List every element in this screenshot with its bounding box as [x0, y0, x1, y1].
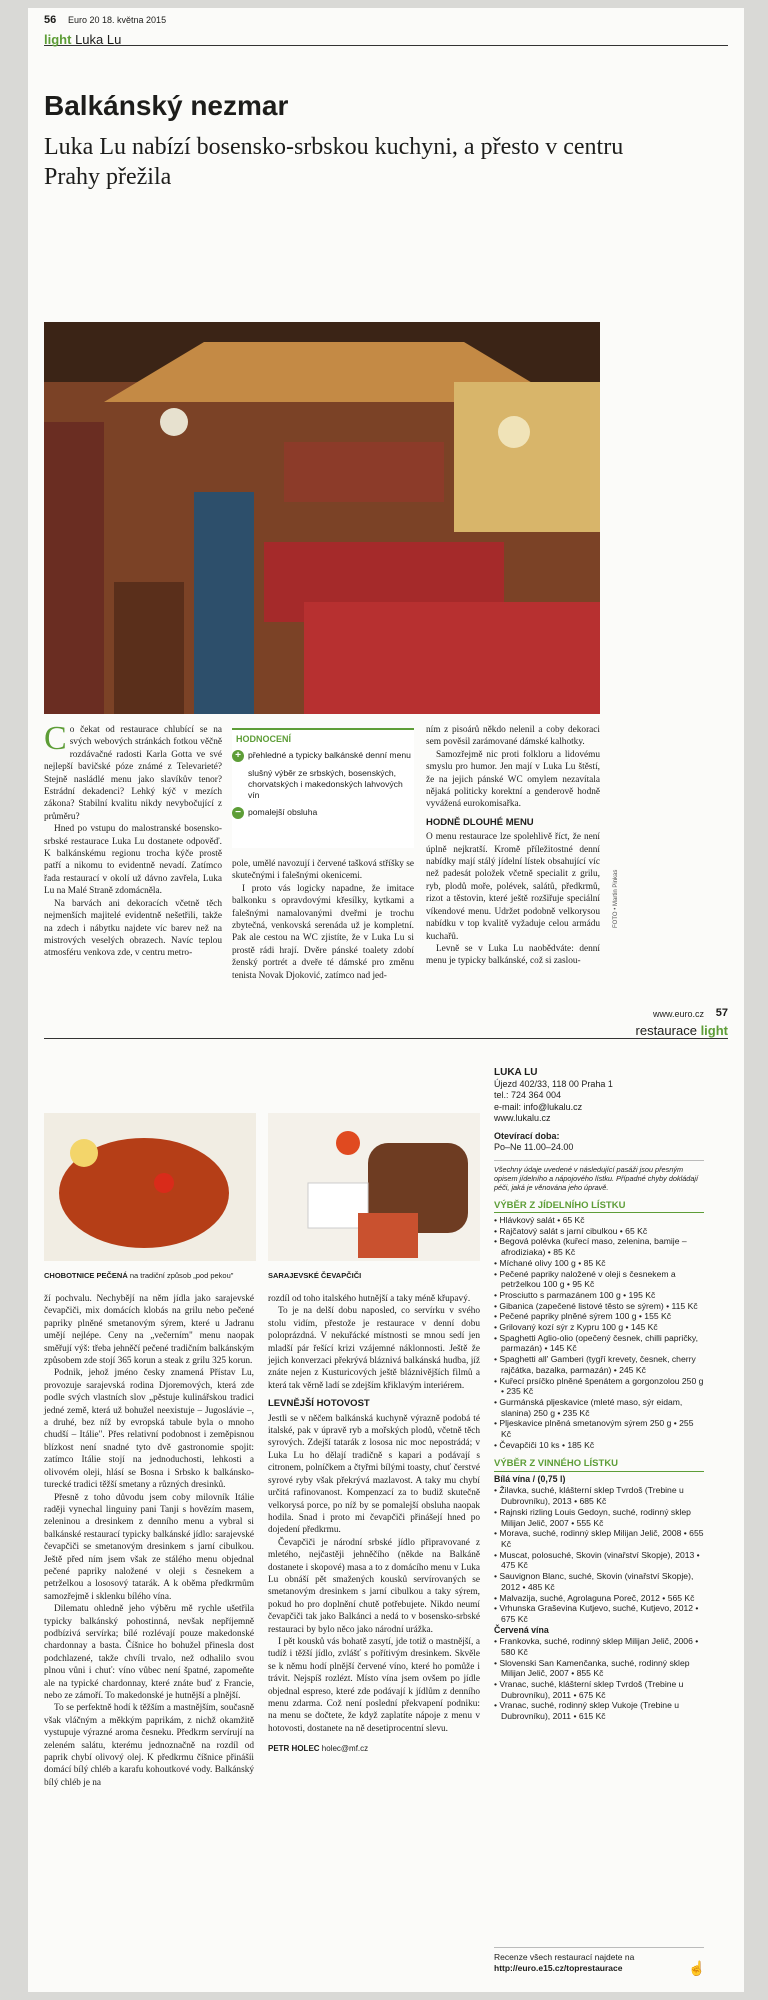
rating-text: pomalejší obsluha: [248, 807, 318, 817]
caption-bold: SARAJEVSKÉ ČEVAPČIČI: [268, 1271, 362, 1280]
page-57: [28, 995, 744, 1992]
menu-item: • Míchané olivy 100 g • 85 Kč: [494, 1258, 704, 1269]
menu-item: • Morava, suché, rodinný sklep Milijan Jelič, 2008 • 655 Kč: [494, 1528, 704, 1549]
hand-cursor-icon: ☝: [688, 1960, 706, 1976]
menu-heading: VÝBĚR Z JÍDELNÍHO LÍSTKU: [494, 1200, 704, 1214]
paragraph: Hned po vstupu do malostranské bosensko-srbské restaurace Luka Lu dostanete odpověď. K balkánskému regionu trocha kýče prostě patří a nikomu to evidentně nevadí. Zatímco řada restaurací v okolí už dávno zavřela, Luka Lu na Malé Straně zdomácněla.: [44, 824, 222, 897]
rating-item: [232, 750, 414, 762]
rating-item: [232, 807, 414, 819]
section-light: light: [44, 32, 72, 47]
menu-item: • Kuřecí prsíčko plněné špenátem a gorgonzolou 250 g • 235 Kč: [494, 1376, 704, 1397]
issue-meta: Euro 20 18. května 2015: [68, 15, 167, 25]
caption-bold: CHOBOTNICE PEČENÁ: [44, 1271, 128, 1280]
paragraph: Levně se v Luka Lu naobědváte: denní menu je typicky balkánské, což si zaslou-: [426, 943, 600, 967]
minus-icon: −: [232, 807, 244, 819]
paragraph: Podnik, jehož jméno česky znamená Přístav Lu, provozuje sarajevská rodina Djoremových, která zde podle svých vlastních slov „pěstuje kulinářskou tradici jedné země, která už bohužel neexistuje – Jugoslávie –, a druhé, bez níž by evropská tabule byla o mnoho chudší – Itálie". Přes relativní podobnost i zeměpisnou blízkost není snadné tyto dvě gastronomie spojit: zatímco Itálie stojí na jednoduchosti, lehkosti a olivovém oleji, hlásí se Bosna i Srbsko k balkánsko-turecké tradici těžší smetany a různých dresinků.: [44, 1368, 254, 1491]
website: www.euro.cz: [652, 1009, 704, 1019]
column-2: [232, 858, 414, 982]
section-label: [636, 1023, 728, 1038]
subheading: HODNĚ DLOUHÉ MENU: [426, 816, 534, 828]
paragraph: Přesně z toho důvodu jsem coby milovník Itálie raději vynechal linguiny pani Tanji s hovězím masem, zeleninou a dresinkem z denního menu a vybral si balkánské restaurací typicky balkánské jídlo: sarajevské čevapčiči se smetanovým dresinkem s jarní cibulkou. Ještě před ním jsem však ze stálého menu objednal pečené papriky naložené v oleji s česnekem a petrželkou a lososový tatarák. A k oběma předkrmům samozřejmě i sklenku bílého vína.: [44, 1492, 254, 1602]
menu-item: • Vranac, suché, rodinný sklep Vukoje (Trebine u Dubrovníku), 2011 • 615 Kč: [494, 1700, 704, 1721]
menu-item: • Rajnski rizling Louis Gedoyn, suché, rodinný sklep Milijan Jelič, 2007 • 555 Kč: [494, 1507, 704, 1528]
paragraph: Čevapčiči je národní srbské jídlo připravované z mletého, nejčastěji jehněčího (někde na Balkáně dostanete i skopové) masa a to z domácího menu v Luka Lu obnáší pět smažených kousků servírovaných se smetanovým dresinkem s jarní cibulkou a taky sýrem, pokud ho pro doplnění chutě potřebujete. Nikdo neumí čevapčiči tak jako Balkánci a nedá to v bosensko-srbské restauraci by bylo něco jako národní urážka.: [268, 1537, 480, 1635]
hours-label: Otevírací doba:: [494, 1130, 560, 1141]
menu-item: • Grilovaný kozí sýr z Kypru 100 g • 145 Kč: [494, 1322, 704, 1333]
wine-heading: VÝBĚR Z VINNÉHO LÍSTKU: [494, 1458, 704, 1472]
menu-list: [494, 1215, 704, 1450]
menu-item: • Frankovka, suché, rodinný sklep Milijan Jelič, 2006 • 580 Kč: [494, 1636, 704, 1657]
menu-item: • Čevapčiči 10 ks • 185 Kč: [494, 1440, 704, 1451]
info-sidebar: [494, 1067, 704, 1722]
footer-text: Recenze všech restaurací najdete na: [494, 1952, 635, 1962]
section-label: [44, 32, 121, 47]
menu-item: • Vrhunska Graševina Kutjevo, suché, Kutjevo, 2012 • 675 Kč: [494, 1603, 704, 1624]
menu-item: • Žilavka, suché, klášterní sklep Tvrdoš (Trebine u Dubrovníku), 2013 • 685 Kč: [494, 1485, 704, 1506]
footer-note: [494, 1947, 704, 1974]
paragraph: To se perfektně hodí k těžším a mastnějším, současně však vláčným a měkkým paprikám, z nichž okamžitě vystupuje výrazné aroma česneku. Předkrm servírují na zeleném salátu, kterému jednoznačně na rozdíl od paprik chybí olivový olej. K předkrmu číšnice přinášíi domácí bílý chléb a karafu kohoutkové vody. Balkánský bílý chléb je na: [44, 1703, 254, 1788]
paragraph: To je na delší dobu naposled, co servírku v svého stolu vidím, přestože je restaurace v denní dobu poloprázdná. V nekuřácké místnosti se mnou sedí jen mladší pár řešící krizi vzájemné náklonnosti. Ještě že jejich konverzaci překrývá bláznivá balkánská hudba, jíž znáte nejen z Kusturicových ještě bláznivějších filmů a která tak věrně ladí se zdejším křiklavým interiérem.: [268, 1306, 480, 1391]
paragraph: I pět kousků vás bohatě zasytí, jde totiž o mastnější, a tudíž i těžší jídlo, zvlášť s pořítivým dresinkem. Skvěle se k němu hodí plnější červené víno, které ho pomůže i trávit. Nejspíš rozlézt. Místo vína jsem ovšem po jídle objednal espreso, které zde podávají k jídlům z denního menu zdarma. Což není poslední překvapení podniku: na menu se dočtete, že když zaplatíte nápoje z menu v hotovosti, dostanete na ně desetiprocentní slevu.: [268, 1636, 480, 1734]
column-1: [44, 720, 222, 960]
menu-item: • Gurmánská pljeskavice (mleté maso, sýr eidam, slanina) 250 g • 235 Kč: [494, 1397, 704, 1418]
column-3: [426, 724, 600, 968]
rating-title: HODNOCENÍ: [236, 734, 292, 744]
page-number: 57: [715, 1007, 728, 1019]
menu-item: • Spaghetti Aglio-olio (opečený česnek, chilli papričky, parmazán) • 145 Kč: [494, 1333, 704, 1354]
restaurant-name: LUKA LU: [494, 1067, 538, 1078]
red-wine-label: Červená vína: [494, 1624, 549, 1635]
menu-item: • Pečené papriky plněné sýrem 100 g • 155 Kč: [494, 1311, 704, 1322]
paragraph: Jestli se v něčem balkánská kuchyně výrazně podobá té italské, pak v úpravě ryb a mořských plodů, včetně těch syrových. Zdejší tatarák z lososa nic moc nepostrádá; v Luka Lu ho dělají tradičně s kapari a podávají s citronem, polníčkem a čtyřmi bílými toasty, chuť čerstvé syrové ryby však překrývá mazlavost. A taky mu chybí určitá rafinovanost. Kompenzací za to budiž skutečně velkorysá porce, po níž by se pomalejší obsluha naopak hodila. Snad i proto mi čevapčiči přinášejí hned po dojedení předkrmu.: [268, 1413, 480, 1536]
menu-item: • Vranac, suché, klášterní sklep Tvrdoš (Trebine u Dubrovníku), 2011 • 675 Kč: [494, 1679, 704, 1700]
phone: tel.: 724 364 004: [494, 1090, 562, 1100]
menu-item: • Gibanica (zapečené listové těsto se sýrem) • 115 Kč: [494, 1301, 704, 1312]
article-subtitle: Luka Lu nabízí bosensko-srbskou kuchyni, a přesto v centru Prahy přežila: [44, 134, 624, 190]
author-signature: [268, 1743, 480, 1755]
photo-caption: [44, 1271, 233, 1280]
paragraph: I proto vás logicky napadne, že imitace balkonku s opravdovými křesílky, kytkami a falešnými namalovanými dveřmi je trochu zbytečná, venkovská serenáda už je kompletní. Pak ale cestou na WC zjistíte, že v Luka Lu si prostě rádi hrají. Dvěre pánské toalety zdobí ženský portrét a dveře té dámské pro změnu tenista Novak Djoković, zatímco nad jed-: [232, 883, 414, 981]
subheading: LEVNĚJŠÍ HOTOVOST: [268, 1398, 370, 1410]
photo-caption: [268, 1271, 361, 1280]
rating-text: slušný výběr ze srbských, bosenských, chorvatských i makedonských lahvových vín: [248, 768, 403, 800]
photo-illustration: [268, 1113, 480, 1261]
menu-item: • Slovenski San Kamenčanka, suché, rodinný sklep Milijan Jelič, 2007 • 855 Kč: [494, 1658, 704, 1679]
dropcap: C: [44, 720, 67, 757]
octopus-photo: [44, 1113, 256, 1261]
page-header: [44, 1007, 728, 1039]
menu-item: • Pljeskavice plněná smetanovým sýrem 250 g • 255 Kč: [494, 1418, 704, 1439]
column-2: [268, 1293, 480, 1756]
section-light: light: [700, 1023, 728, 1038]
menu-item: • Malvazija, suché, Agrolaguna Poreč, 2012 • 565 Kč: [494, 1593, 704, 1604]
white-wine-label: Bílá vína / (0,75 l): [494, 1473, 566, 1484]
hours: Po–Ne 11.00–24.00: [494, 1142, 574, 1152]
section-author: Luka Lu: [75, 32, 122, 47]
paragraph: Dilematu ohledně jeho výběru mě rychle ušetřila typicky balkánský pohostinná, nevšak nepříjemně podbízivá servírka; bílé rozlévají pouze makedonské chardonnay a basta. Číšnice ho bohužel přinesla dost podchlazené, takže chvíli trvalo, než odhalilo svou plnou vůni i chuť: víno vůbec není špatné, zapomeňte ale na typické chardonnay, které znáte buď z Francie, nebo ze zámoří. To makedonské je hutnější a plnější.: [44, 1604, 254, 1701]
address: Újezd 402/33, 118 00 Praha 1: [494, 1078, 613, 1089]
page-number: 56: [44, 14, 57, 26]
rating-box: [232, 728, 414, 848]
paragraph: pole, umělé navozují i červené tašková stříšky se skutečnými i falešnými okenicemi.: [232, 859, 414, 882]
caption-text: na tradiční způsob „pod pekou": [129, 1271, 234, 1280]
menu-item: • Hlávkový salát • 65 Kč: [494, 1215, 704, 1226]
rating-item: [232, 768, 414, 801]
paragraph: o čekat od restaurace chlubící se na svých webových stránkách fotkou věčně rozdávačné radosti Karla Gotta ve své nejlepší bavičské póze známé z Televarieté? Stejně nasládlé menu jako slavíkův tenor? Estrádní dekadenci? Lehký kýč v mezích zákona? Stabilní kvalitu nikdy nevybočující z průměru?: [44, 725, 222, 822]
menu-item: • Sauvignon Blanc, suché, Skovin (vinařství Skopje), 2012 • 485 Kč: [494, 1571, 704, 1592]
menu-item: • Muscat, polosuché, Skovin (vinařství Skopje), 2013 • 475 Kč: [494, 1550, 704, 1571]
menu-item: • Spaghetti all' Gamberi (tygří krevety, česnek, cherry rajčátka, bazalka, parmazán) • 245 Kč: [494, 1354, 704, 1375]
paragraph: O menu restaurace lze spolehlivě říct, že není úplně nejkratší. Kromě příležitostné denní nabídky mají stálý jídelní lístek obsahující víc než padesát položek včetně specialit z grilu, ryb, plodů moře, polévek, salátů, předkrmů, rizot a těstovin, které ještě rozšiřuje speciální víkendové menu. Udržet podobně velkorysou nabídku v top kvalitě vyžaduje celou armádu kuchařů.: [426, 832, 600, 942]
page-header: [44, 12, 728, 46]
website: www.lukalu.cz: [494, 1113, 551, 1123]
menu-item: • Begová polévka (kuřecí maso, zelenina, bamije – afrodiziaka) • 85 Kč: [494, 1236, 704, 1257]
column-1: [44, 1293, 254, 1789]
paragraph: rozdíl od toho italského hutnější a taky méně křupavý.: [268, 1294, 471, 1304]
cevapcici-photo: [268, 1113, 480, 1261]
paragraph: ží pochvalu. Nechybějí na něm jídla jako sarajevské čevapčiči, mix domácích klobás na grilu nebo pečené papriky plněné smetanovým sýrem, které u Jadranu umějí nejlépe. Ceny na „večerním" menu naopak směřují výš: třeba jehněčí pečené tradičním balkánským způsobem zde stojí 365 korun a steak z grilu 325 korun.: [44, 1294, 254, 1367]
author-name: PETR HOLEC: [268, 1744, 320, 1754]
email: e-mail: info@lukalu.cz: [494, 1101, 583, 1112]
menu-item: • Rajčatový salát s jarní cibulkou • 65 Kč: [494, 1226, 704, 1237]
red-wine-list: [494, 1636, 704, 1722]
menu-item: • Prosciutto s parmazánem 100 g • 195 Kč: [494, 1290, 704, 1301]
paragraph: Na barvách ani dekoracích včetně těch nejmenších majitelé evidentně nešetřili, takže na zdech i nábytku najdete víc barev než na mistrových veselých obrazech. Navíc teplou atmosféru venkova zde, v centru metro-: [44, 898, 222, 959]
photo-illustration: [44, 322, 600, 714]
restaurant-interior-photo: [44, 322, 600, 714]
disclaimer-note: Všechny údaje uvedené v následující pasáži jsou přesným opisem jídelního a nápojového lístku. Případné chyby dokládají péči, jaká je věnována jeho úpravě.: [494, 1160, 704, 1192]
photo-credit: FOTO • Martin Pinkas: [613, 869, 619, 928]
page-56: [28, 8, 744, 995]
toprestaurace-link[interactable]: http://euro.e15.cz/toprestaurace: [494, 1963, 623, 1973]
photo-illustration: [44, 1113, 256, 1261]
plus-icon: +: [232, 750, 244, 762]
white-wine-list: [494, 1485, 704, 1624]
menu-item: • Pečené papriky naložené v oleji s česnekem a petrželkou 100 g • 95 Kč: [494, 1269, 704, 1290]
section-name: restaurace: [635, 1023, 697, 1038]
rating-text: přehledné a typicky balkánské denní menu: [248, 750, 411, 760]
author-email: holec@mf.cz: [321, 1744, 369, 1754]
paragraph: Samozřejmě nic proti folkloru a lidovému smyslu pro humor. Jen mají v Luka Lu štěstí, že na jejich pánské WC omylem nezavítala nějaká politicky korektní a genderově hodně vyvážená eurokomisařka.: [426, 749, 600, 810]
article-title: Balkánský nezmar: [44, 90, 289, 121]
paragraph: ním z pisoárů někdo nelenil a coby dekoraci sem pověsil zarámované dámské kalhotky.: [426, 725, 600, 748]
